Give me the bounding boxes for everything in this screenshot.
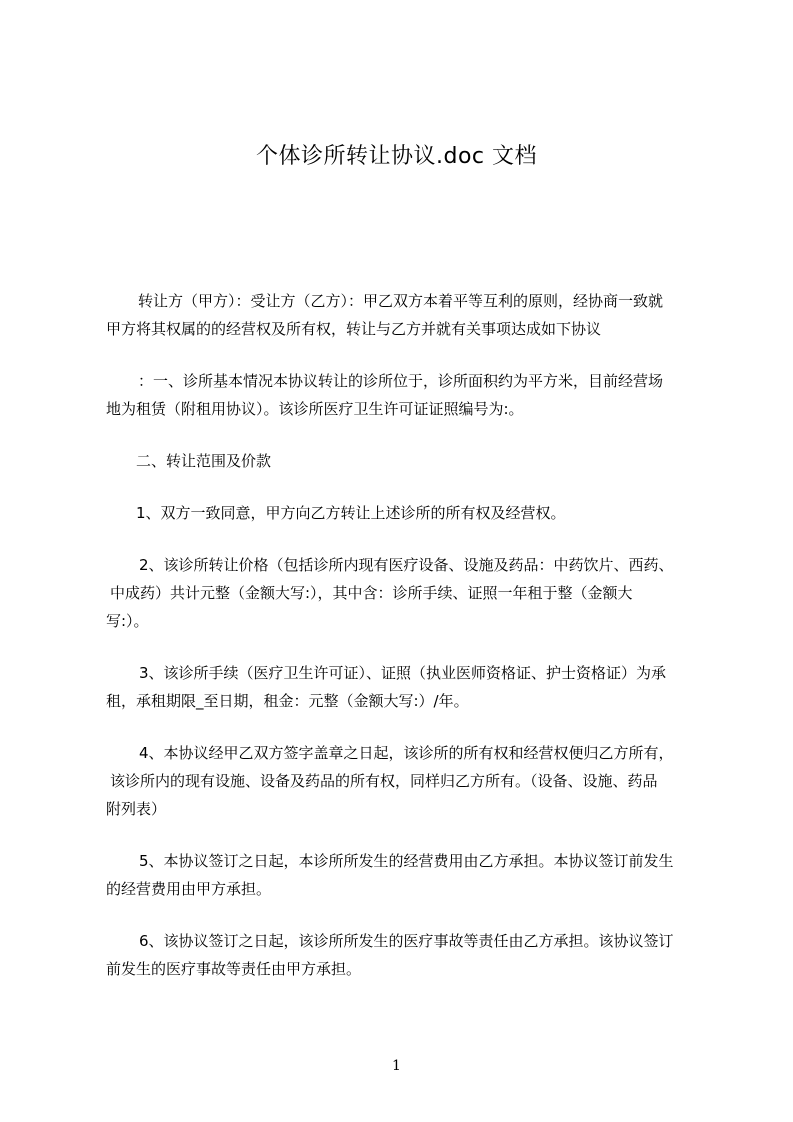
paragraph-clause-2 — [106, 551, 706, 635]
section-heading: 二、转让范围及价款 — [136, 452, 272, 470]
page-number: 1 — [392, 1058, 401, 1074]
paragraph-line: ：一、诊所基本情况本协议转让的诊所位于，诊所面积约为平方米，目前经营场 — [138, 372, 664, 390]
paragraph-line: 该诊所内的现有设施、设备及药品的所有权，同样归乙方所有。（设备、设施、药品 — [110, 772, 658, 790]
paragraph-line: 租，承租期限_至日期，租金：元整（金额大写:）/年。 — [106, 692, 469, 710]
paragraph-line: 1、双方一致同意，甲方向乙方转让上述诊所的所有权及经营权。 — [136, 504, 566, 522]
document-title: 个体诊所转让协议.doc 文档 — [255, 144, 537, 169]
paragraph-line: 3、该诊所手续（医疗卫生许可证）、证照（执业医师资格证、护士资格证）为承 — [139, 664, 667, 682]
paragraph-line: 转让方（甲方）：受让方（乙方）：甲乙双方本着平等互利的原则，经协商一致就 — [138, 292, 664, 310]
paragraph-line: 写:）。 — [106, 612, 149, 630]
paragraph-line: 4、本协议经甲乙双方签字盖章之日起，该诊所的所有权和经营权便归乙方所有， — [139, 744, 674, 762]
paragraph-line: 2、该诊所转让价格（包括诊所内现有医疗设备、设施及药品：中药饮片、西药、 — [139, 556, 674, 574]
paragraph-clause-1 — [106, 499, 706, 527]
paragraph-line: 甲方将其权属的的经营权及所有权，转让与乙方并就有关事项达成如下协议 — [106, 320, 602, 338]
paragraph-parties — [106, 287, 706, 343]
paragraph-line: 中成药）共计元整（金额大写:），其中含：诊所手续、证照一年租于整（金额大 — [110, 584, 633, 602]
paragraph-line: 5、本协议签订之日起，本诊所所发生的经营费用由乙方承担。本协议签订前发生 — [139, 852, 674, 870]
paragraph-clinic-info — [106, 367, 706, 423]
paragraph-line: 附列表） — [106, 800, 167, 818]
paragraph-clause-4 — [106, 739, 706, 823]
paragraph-section-heading — [106, 447, 706, 475]
paragraph-line: 地为租赁（附租用协议）。该诊所医疗卫生许可证证照编号为:。 — [106, 400, 524, 418]
paragraph-clause-3 — [106, 659, 706, 715]
paragraph-line: 6、该协议签订之日起，该诊所所发生的医疗事故等责任由乙方承担。该协议签订 — [139, 932, 674, 950]
document-body — [106, 287, 706, 1007]
paragraph-clause-5 — [106, 847, 706, 903]
paragraph-line: 前发生的医疗事故等责任由甲方承担。 — [106, 960, 362, 978]
paragraph-line: 的经营费用由甲方承担。 — [106, 880, 272, 898]
paragraph-clause-6 — [106, 927, 706, 983]
